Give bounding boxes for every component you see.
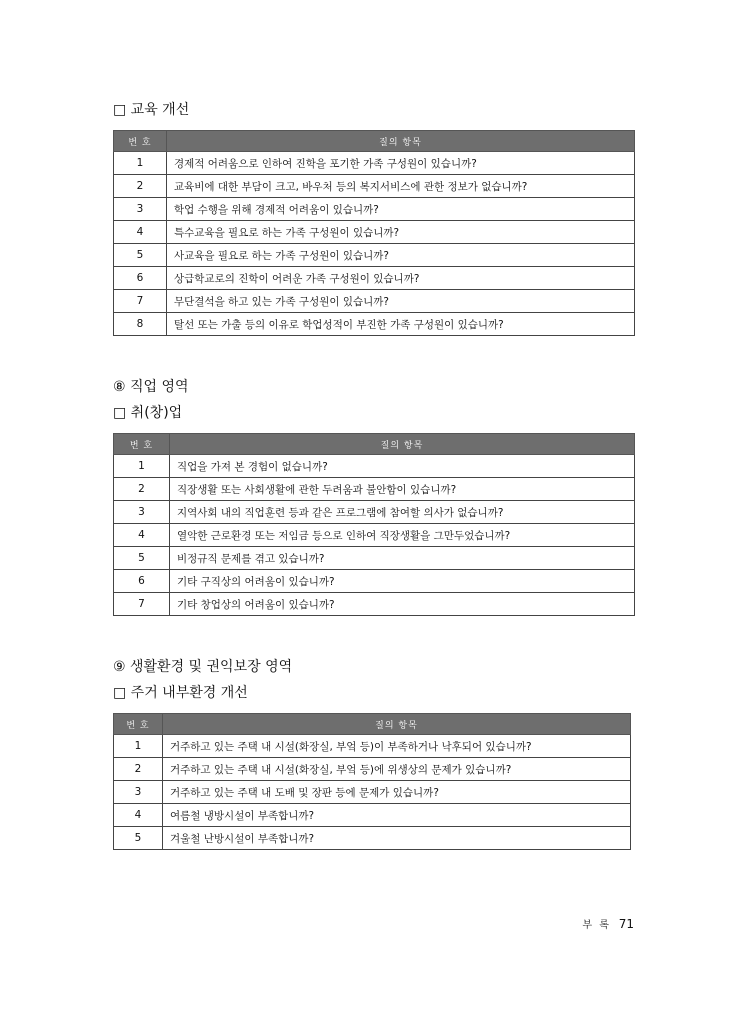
area-heading-living-environment: ⑨ 생활환경 및 권익보장 영역 <box>113 659 293 675</box>
table-row <box>114 244 635 267</box>
table-row <box>114 313 635 336</box>
row-number: 1 <box>114 455 170 478</box>
row-question: 학업 수행을 위해 경제적 어려움이 있습니까? <box>167 198 635 221</box>
row-number: 3 <box>114 198 167 221</box>
table-header-row <box>114 714 631 735</box>
row-question: 기타 구직상의 어려움이 있습니까? <box>170 570 635 593</box>
row-number: 3 <box>114 501 170 524</box>
table-row <box>114 524 635 547</box>
appendix-label: 부 록 <box>582 920 611 931</box>
table-row <box>114 593 635 616</box>
header-question: 질의 항목 <box>163 714 631 735</box>
table-row <box>114 198 635 221</box>
table-row <box>114 478 635 501</box>
header-question: 질의 항목 <box>167 131 635 152</box>
row-number: 3 <box>114 781 163 804</box>
header-question: 질의 항목 <box>170 434 635 455</box>
row-number: 7 <box>114 593 170 616</box>
row-question: 여름철 냉방시설이 부족합니까? <box>163 804 631 827</box>
table-row <box>114 804 631 827</box>
row-number: 8 <box>114 313 167 336</box>
row-question: 탈선 또는 가출 등의 이유로 학업성적이 부진한 가족 구성원이 있습니까? <box>167 313 635 336</box>
table-row <box>114 455 635 478</box>
row-number: 4 <box>114 524 170 547</box>
section-heading-employment: □ 취(창)업 <box>113 405 183 421</box>
table-row <box>114 781 631 804</box>
row-question: 경제적 어려움으로 인하여 진학을 포기한 가족 구성원이 있습니까? <box>167 152 635 175</box>
page-footer <box>582 916 634 931</box>
row-number: 4 <box>114 221 167 244</box>
table-row <box>114 290 635 313</box>
row-question: 비정규직 문제를 겪고 있습니까? <box>170 547 635 570</box>
housing-question-table <box>113 713 631 850</box>
table-row <box>114 175 635 198</box>
row-question: 상급학교로의 진학이 어려운 가족 구성원이 있습니까? <box>167 267 635 290</box>
row-number: 2 <box>114 478 170 501</box>
row-question: 직업을 가져 본 경험이 없습니까? <box>170 455 635 478</box>
table-row <box>114 827 631 850</box>
row-number: 2 <box>114 175 167 198</box>
row-question: 특수교육을 필요로 하는 가족 구성원이 있습니까? <box>167 221 635 244</box>
row-number: 5 <box>114 827 163 850</box>
row-number: 5 <box>114 547 170 570</box>
row-number: 2 <box>114 758 163 781</box>
area-heading-occupation: ⑧ 직업 영역 <box>113 379 189 395</box>
row-question: 사교육을 필요로 하는 가족 구성원이 있습니까? <box>167 244 635 267</box>
table-row <box>114 501 635 524</box>
table-header-row <box>114 434 635 455</box>
table-row <box>114 152 635 175</box>
row-question: 지역사회 내의 직업훈련 등과 같은 프로그램에 참여할 의사가 없습니까? <box>170 501 635 524</box>
row-number: 1 <box>114 735 163 758</box>
table-row <box>114 267 635 290</box>
header-number: 번 호 <box>114 434 170 455</box>
page-number: 71 <box>618 917 634 931</box>
row-question: 겨울철 난방시설이 부족합니까? <box>163 827 631 850</box>
row-question: 열악한 근로환경 또는 저임금 등으로 인하여 직장생활을 그만두었습니까? <box>170 524 635 547</box>
header-number: 번 호 <box>114 131 167 152</box>
row-number: 4 <box>114 804 163 827</box>
education-question-table <box>113 130 635 336</box>
section-heading-housing: □ 주거 내부환경 개선 <box>113 685 248 701</box>
table-row <box>114 570 635 593</box>
row-question: 무단결석을 하고 있는 가족 구성원이 있습니까? <box>167 290 635 313</box>
row-number: 1 <box>114 152 167 175</box>
row-question: 거주하고 있는 주택 내 도배 및 장판 등에 문제가 있습니까? <box>163 781 631 804</box>
row-number: 6 <box>114 570 170 593</box>
header-number: 번 호 <box>114 714 163 735</box>
section-heading-education: □ 교육 개선 <box>113 102 190 118</box>
row-question: 교육비에 대한 부담이 크고, 바우처 등의 복지서비스에 관한 정보가 없습니까? <box>167 175 635 198</box>
table-row <box>114 735 631 758</box>
table-row <box>114 758 631 781</box>
row-number: 5 <box>114 244 167 267</box>
table-header-row <box>114 131 635 152</box>
row-question: 거주하고 있는 주택 내 시설(화장실, 부엌 등)이 부족하거나 낙후되어 있습니까? <box>163 735 631 758</box>
table-row <box>114 547 635 570</box>
row-number: 7 <box>114 290 167 313</box>
row-number: 6 <box>114 267 167 290</box>
employment-question-table <box>113 433 635 616</box>
row-question: 기타 창업상의 어려움이 있습니까? <box>170 593 635 616</box>
row-question: 거주하고 있는 주택 내 시설(화장실, 부엌 등)에 위생상의 문제가 있습니까? <box>163 758 631 781</box>
row-question: 직장생활 또는 사회생활에 관한 두려움과 불안함이 있습니까? <box>170 478 635 501</box>
table-row <box>114 221 635 244</box>
